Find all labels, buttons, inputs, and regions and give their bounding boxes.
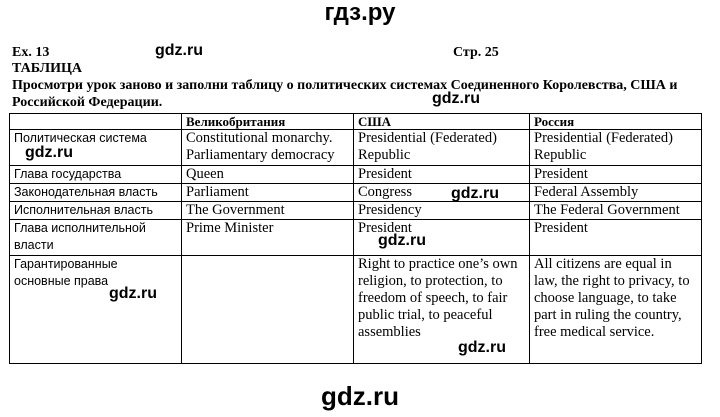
table-cell: Federal Assembly [530, 184, 702, 202]
table-cell: Presidential (Federated) Republic [530, 130, 702, 166]
watermark: gdz.ru [451, 185, 499, 202]
row-label: Глава государства [10, 166, 182, 184]
header-cell: Великобритания [182, 114, 354, 130]
table-cell: Constitutional monarchy. Parliamentary democracy [182, 130, 354, 166]
political-systems-table [9, 113, 702, 364]
header-cell: США [354, 114, 530, 130]
table-row [10, 220, 702, 256]
watermark: gdz.ru [25, 144, 73, 161]
table-header-row [10, 114, 702, 130]
table-cell: President [354, 166, 530, 184]
watermark: gdz.ru [378, 232, 426, 249]
watermark: gdz.ru [432, 90, 480, 107]
header-cell: Россия [530, 114, 702, 130]
task-text: Просмотри урок заново и заполни таблицу о политических системах Соединенного Королевства, США и Российской Федерации. [12, 78, 678, 110]
exercise-number: Ex. 13 [12, 45, 50, 60]
site-title: гдз.ру [324, 0, 396, 26]
watermark: gdz.ru [155, 42, 203, 59]
table-cell: Right to practice one’s own religion, to protection, to freedom of speech, to fair public trial, to peaceful assemblies [354, 256, 530, 364]
row-label: Законодательная власть [10, 184, 182, 202]
table-cell: President [530, 220, 702, 256]
header-cell [10, 114, 182, 130]
table-cell: Presidency [354, 202, 530, 220]
table-row [10, 166, 702, 184]
table-cell [182, 256, 354, 364]
page-reference: Стр. 25 [453, 45, 499, 60]
table-row [10, 202, 702, 220]
table-cell: President [530, 166, 702, 184]
table-cell: President [354, 220, 530, 256]
row-label: Политическая система [10, 130, 182, 166]
table-cell: Prime Minister [182, 220, 354, 256]
watermark: gdz.ru [109, 285, 157, 302]
section-heading: ТАБЛИЦА [12, 61, 82, 76]
watermark: gdz.ru [458, 339, 506, 356]
table-row [10, 130, 702, 166]
table-cell: The Government [182, 202, 354, 220]
row-label: Исполнительная власть [10, 202, 182, 220]
table-row [10, 256, 702, 364]
table-row [10, 184, 702, 202]
footer-site: gdz.ru [321, 381, 399, 411]
table-cell: All citizens are equal in law, the right to privacy, to choose language, to take part in ruling the country, free medical service. [530, 256, 702, 364]
table-cell: Presidential (Federated) Republic [354, 130, 530, 166]
table-cell: Congress [354, 184, 530, 202]
table-cell: Parliament [182, 184, 354, 202]
row-label: Глава исполнительной власти [10, 220, 182, 256]
table-cell: Queen [182, 166, 354, 184]
row-label: Гарантированные основные права [10, 256, 182, 364]
table-cell: The Federal Government [530, 202, 702, 220]
